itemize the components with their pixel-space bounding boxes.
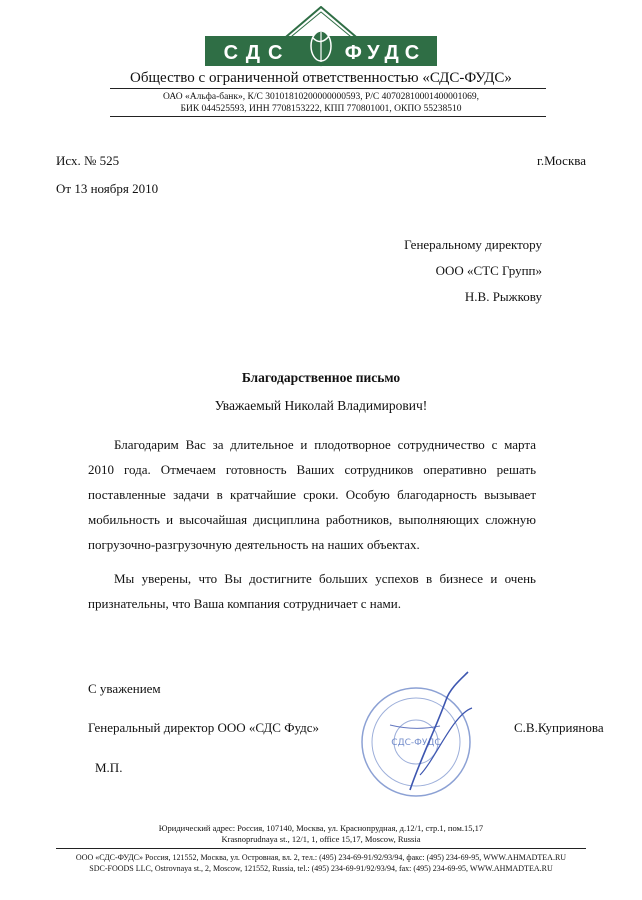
legal-address-ru: Юридический адрес: Россия, 107140, Москва, ул. Краснопрудная, д.12/1, стр.1, пом.15,17	[158, 823, 484, 833]
header-rule-top	[110, 88, 546, 89]
body-paragraph-2: Мы уверены, что Вы достигните больших успехов в бизнесе и очень признательны, что Ваша компания сотрудничает с нами.	[88, 571, 536, 611]
logo-text-right: ФУДС	[344, 42, 426, 64]
letter-title: Благодарственное письмо	[241, 370, 401, 385]
company-stamp	[350, 670, 478, 810]
addressee-name: Н.В. Рыжкову	[464, 289, 542, 304]
contacts-ru: ООО «СДС-ФУДС» Россия, 121552, Москва, ул. Островная, вл. 2, тел.: (495) 234-69-91/92/93/94, факс: (495) 234-69-95, WWW.AHMADTEA.RU	[75, 853, 567, 862]
signer-position: Генеральный директор ООО «СДС Фудс»	[88, 720, 320, 735]
seal-place: М.П.	[95, 760, 123, 775]
body-paragraph-1: Благодарим Вас за длительное и плодотворное сотрудничество с марта 2010 года. Отмечаем готовность Ваших сотрудников оперативно решать поставленные задачи в кратчайшие сроки. Особую благодарность вызывает мобильность и высочайшая дисциплина работников, выполняющих сложную погрузочно-разгрузочную деятельность на наших объектах.	[88, 437, 536, 552]
bank-details-line-1: ОАО «Альфа-банк», К/С 30101810200000000593, Р/С 40702810001400001069,	[163, 92, 479, 102]
legal-address-en: Krasnoprudnaya st., 12/1, 1, office 15,17, Moscow, Russia	[221, 834, 421, 844]
company-logo	[205, 6, 437, 70]
footer-rule	[56, 848, 586, 849]
logo-text-left: СДС	[223, 42, 291, 64]
company-name: Общество с ограниченной ответственностью «СДС-ФУДС»	[130, 70, 512, 86]
addressee-company: ООО «СТС Групп»	[435, 263, 542, 278]
closing: С уважением	[88, 681, 161, 696]
reference-number: Исх. № 525	[56, 153, 120, 168]
greeting: Уважаемый Николай Владимирович!	[214, 398, 428, 413]
bank-details-line-2: БИК 044525593, ИНН 7708153222, КПП 770801001, ОКПО 55238510	[180, 104, 462, 114]
city: г.Москва	[537, 153, 586, 168]
signature-stroke	[410, 672, 468, 790]
header-rule-bottom	[110, 116, 546, 117]
addressee-position: Генеральному директору	[404, 237, 542, 252]
signer-name: С.В.Куприянова	[514, 720, 604, 735]
letter-date: От 13 ноября 2010	[56, 181, 159, 196]
stamp-text: СДС-ФУДС	[391, 738, 441, 748]
contacts-en: SDC-FOODS LLC, Ostrovnaya st., 2, Moscow, 121552, Russia, tel.: (495) 234-69-91/92/93/94, fax: (495) 234-69-95, WWW.AHMADTEA.RU	[89, 864, 553, 873]
